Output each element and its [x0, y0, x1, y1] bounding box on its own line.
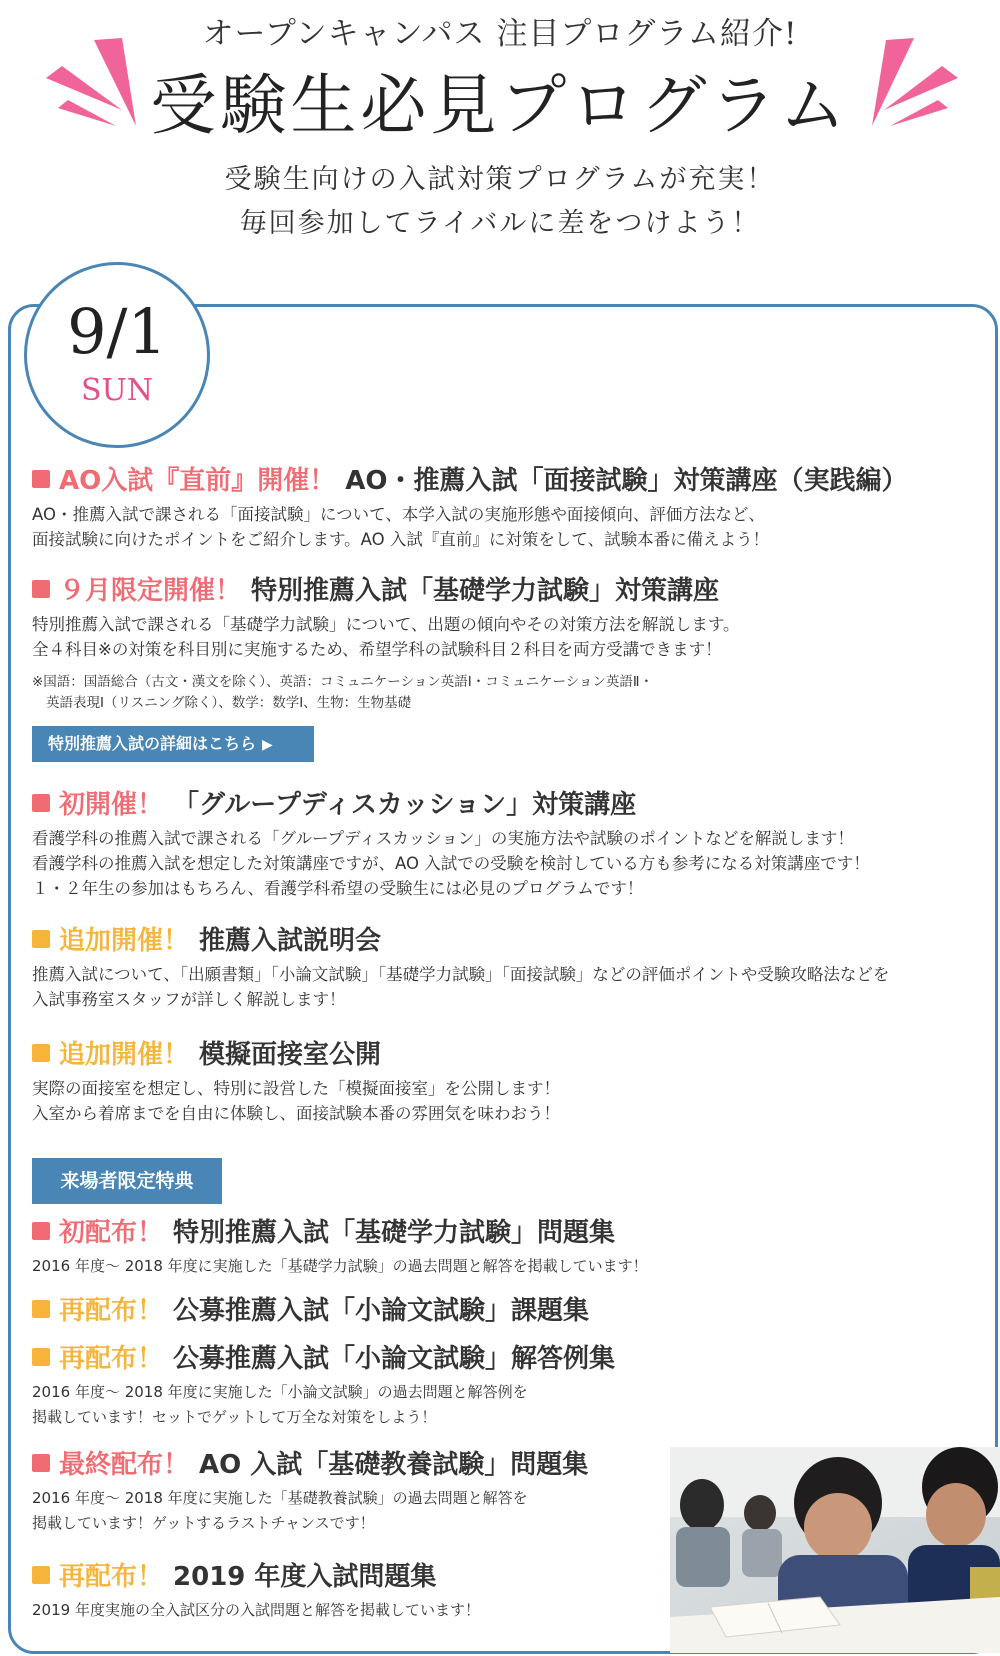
program-note: [32, 672, 982, 714]
benefit-item: [32, 1216, 982, 1279]
desc-line: 実際の面接室を想定し、特別に設営した「模擬面接室」を公開します！: [32, 1079, 560, 1098]
program-desc: [32, 1076, 982, 1126]
benefit-title: 公募推薦入試「小論文試験」解答例集: [173, 1344, 616, 1374]
bullet-square-icon: [32, 1300, 50, 1318]
program-heading: [32, 464, 982, 498]
special-admission-details-button[interactable]: [32, 726, 314, 762]
desc-line: 2016 年度～ 2018 年度に実施した「基礎教養試験」の過去問題と解答を: [32, 1489, 528, 1507]
benefit-tag: 最終配布！: [59, 1450, 190, 1480]
program-tag: 追加開催！: [59, 926, 190, 956]
desc-line: 2016 年度～ 2018 年度に実施した「基礎学力試験」の過去問題と解答を掲載しています！: [32, 1257, 648, 1275]
benefits-label: 来場者限定特典: [32, 1158, 222, 1204]
bullet-square-icon: [32, 1454, 50, 1472]
benefit-item: [32, 1294, 982, 1328]
photo-illustration: [670, 1447, 1000, 1653]
program-tag: ９月限定開催！: [59, 576, 242, 606]
desc-line: 看護学科の推薦入試を想定した対策講座ですが、AO 入試での受験を検討している方も参考になる対策講座です！: [32, 854, 870, 873]
program-heading: [32, 574, 982, 608]
header-kicker: オープンキャンパス 注目プログラム紹介!: [202, 16, 798, 52]
benefit-item: [32, 1342, 982, 1430]
bullet-square-icon: [32, 930, 50, 948]
benefit-tag: 再配布！: [59, 1562, 164, 1592]
desc-line: 推薦入試について、「出願書類」「小論文試験」「基礎学力試験」「面接試験」などの評価ポイントや受験攻略法などを: [32, 965, 890, 984]
bullet-square-icon: [32, 580, 50, 598]
bullet-square-icon: [32, 1222, 50, 1240]
benefit-tag: 初配布！: [59, 1218, 164, 1248]
bullet-square-icon: [32, 1566, 50, 1584]
program-item: [32, 574, 982, 714]
intro-line: 受験生向けの入試対策プログラムが充実！: [224, 164, 776, 195]
benefit-title: AO 入試「基礎教養試験」問題集: [199, 1450, 589, 1480]
play-arrow-icon: ▶: [262, 737, 273, 753]
benefit-title: 特別推薦入試「基礎学力試験」問題集: [173, 1218, 616, 1248]
program-item: [32, 924, 982, 1012]
benefit-title: 公募推薦入試「小論文試験」課題集: [173, 1296, 590, 1326]
program-desc: [32, 612, 982, 662]
program-tag: 初開催！: [59, 790, 164, 820]
students-studying-photo: [670, 1447, 1000, 1653]
desc-line: 特別推薦入試で課される「基礎学力試験」について、出題の傾向やその対策方法を解説します。: [32, 615, 740, 634]
button-label: 特別推薦入試の詳細はこちら: [48, 734, 257, 753]
page-title: 受験生必見プログラム: [150, 67, 850, 144]
program-desc: [32, 502, 982, 552]
desc-line: 掲載しています！ゲットするラストチャンスです！: [32, 1514, 375, 1532]
program-item: [32, 464, 982, 552]
benefit-heading: [32, 1342, 982, 1376]
program-title: 特別推薦入試「基礎学力試験」対策講座: [251, 576, 720, 606]
program-tag: 追加開催！: [59, 1040, 190, 1070]
note-line: ※国語：国語総合（古文・漢文を除く）、英語：コミュニケーション英語Ⅰ・コミュニケーション英語Ⅱ・: [32, 674, 654, 690]
benefit-heading: [32, 1294, 982, 1328]
program-title: AO・推薦入試「面接試験」対策講座（実践編）: [345, 466, 908, 496]
desc-line: １・２年生の参加はもちろん、看護学科希望の受験生には必見のプログラムです！: [32, 879, 644, 898]
desc-line: AO・推薦入試で課される「面接試験」について、本学入試の実施形態や面接傾向、評価方法など、: [32, 505, 765, 524]
desc-line: 看護学科の推薦入試で課される「グループディスカッション」の実施方法や試験のポイントなどを解説します！: [32, 829, 854, 848]
program-title: 「グループディスカッション」対策講座: [173, 790, 637, 820]
program-heading: [32, 788, 982, 822]
program-title: 模擬面接室公開: [199, 1040, 382, 1070]
benefit-tag: 再配布！: [59, 1344, 164, 1374]
date-badge: [24, 262, 210, 448]
benefit-heading: [32, 1216, 982, 1250]
program-desc: [32, 826, 982, 901]
program-item: [32, 1038, 982, 1126]
program-desc: [32, 962, 982, 1012]
date-day: 9/1: [67, 295, 167, 368]
program-tag: AO入試『直前』開催！: [59, 466, 336, 496]
date-weekday: SUN: [80, 373, 154, 408]
intro-line: 毎回参加してライバルに差をつけよう！: [239, 208, 761, 239]
desc-line: 全４科目※の対策を科目別に実施するため、希望学科の試験科目２科目を両方受講できます！: [32, 640, 722, 659]
desc-line: 面接試験に向けたポイントをご紹介します。AO 入試『直前』に対策をして、試験本番に備えよう！: [32, 530, 770, 549]
benefit-title: 2019 年度入試問題集: [173, 1562, 437, 1592]
program-heading: [32, 1038, 982, 1072]
bullet-square-icon: [32, 470, 50, 488]
desc-line: 2016 年度～ 2018 年度に実施した「小論文試験」の過去問題と解答例を: [32, 1383, 528, 1401]
program-heading: [32, 924, 982, 958]
desc-line: 入試事務室スタッフが詳しく解説します！: [32, 990, 346, 1009]
bullet-square-icon: [32, 1348, 50, 1366]
desc-line: 入室から着席までを自由に体験し、面接試験本番の雰囲気を味わおう！: [32, 1104, 560, 1123]
benefit-desc: [32, 1254, 982, 1279]
desc-line: 2019 年度実施の全入試区分の入試問題と解答を掲載しています！: [32, 1601, 480, 1619]
program-item: [32, 788, 982, 901]
program-title: 推薦入試説明会: [199, 926, 382, 956]
benefit-tag: 再配布！: [59, 1296, 164, 1326]
bullet-square-icon: [32, 794, 50, 812]
benefit-desc: [32, 1380, 982, 1430]
desc-line: 掲載しています！セットでゲットして万全な対策をしよう！: [32, 1408, 437, 1426]
note-line: 英語表現Ⅰ（リスニング除く）、数学：数学Ⅰ、生物：生物基礎: [46, 695, 412, 711]
bullet-square-icon: [32, 1044, 50, 1062]
